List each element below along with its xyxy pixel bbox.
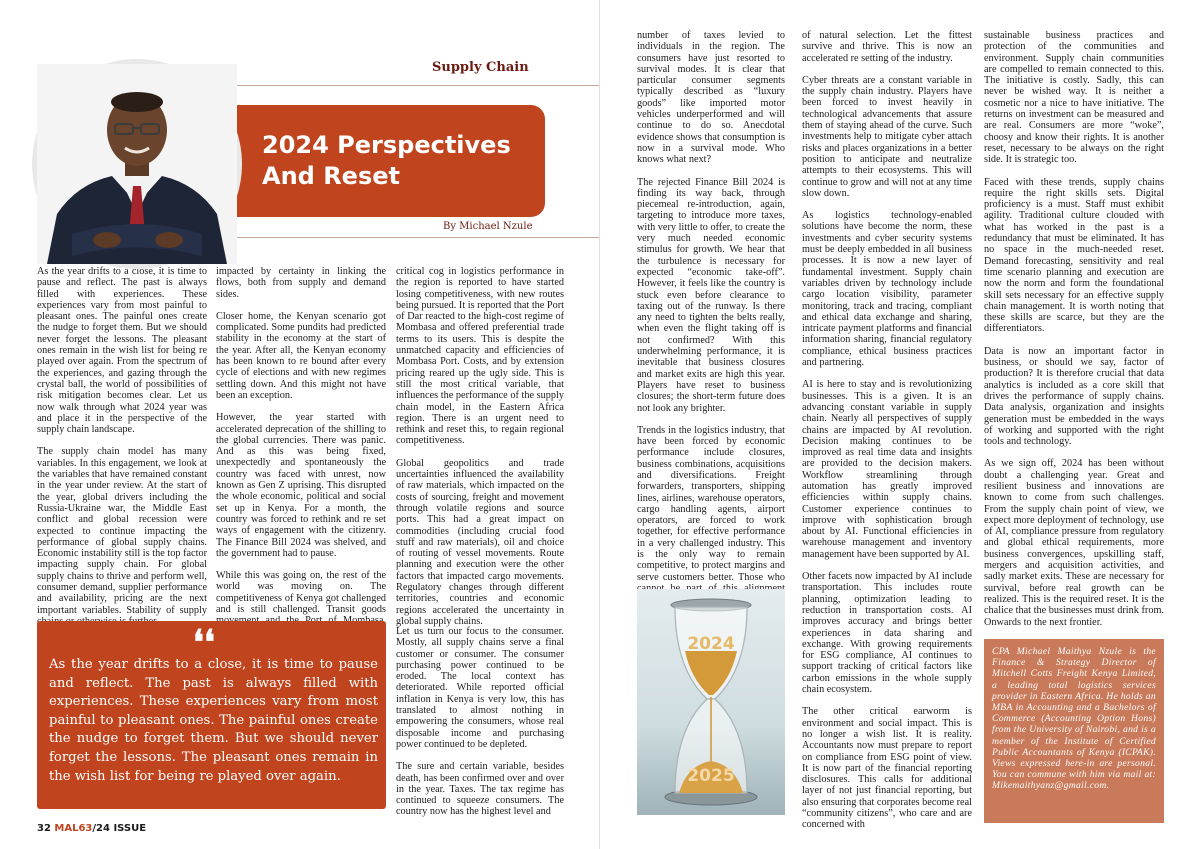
column-3-bottom	[396, 626, 564, 818]
page-number: 32	[37, 823, 51, 834]
paragraph: While this was going on, the rest of the world was moving on. The competitiveness of Kenya got challenged and is still challenged. Transit goods	[216, 570, 386, 616]
paragraph: Data is now an important factor in business, or should we say, factor of production? It is therefore crucial that data analytics is included as a core skill that drives the performance of supply chains. Data analysis, organization and insights generation must be embedded in the ways of working and supported with the right tools and technology.	[984, 345, 1164, 448]
paragraph: Faced with these trends, supply chains require the right skills sets. Digital proficiency is a must. Staff must exhibit agility. Traditional culture clouded with what has worked in the past is a redundancy that must be eliminated. It has no space in the much-needed reset. Demand forecasting, sensitivity and real time scenario planning and execution are now the norm and form the foundational skill sets necessary for an effective supply chain management. It is worth noting that these skills are scarce, but they are the differentiators.	[984, 176, 1164, 335]
paragraph: Cyber threats are a constant variable in the supply chain industry. Players have been forced to invest heavily in technological advancements that assure them of staying ahead of the curve. Such investments help to mitigate cyber attach risks and places organizations in a better position to anticipate and neutralize attempts to their ecosystems. This will continue to grow and will not at any time slow down.	[802, 74, 972, 199]
paragraph: of natural selection. Let the fittest survive and thrive. This is now an accelerated re setting of the industry.	[802, 30, 972, 64]
hourglass-image	[637, 589, 785, 815]
author-photo	[37, 64, 237, 264]
title-line-2: And Reset	[262, 162, 400, 190]
issue-label: /24 ISSUE	[92, 823, 147, 834]
paragraph: Trends in the logistics industry, that have been forced by economic performance include closures, business combinations, acquisitions and diversifications. Freight forwarders, transporters, shipping lines, airlines, warehouse operators, cargo handling agents, airport operators, are forced to work together, for effective performance in a very challenged industry. This is the only way to remain competitive, to protect margins and serve customers better. Those who	[637, 424, 785, 583]
column-2	[216, 266, 386, 616]
author-portrait	[37, 64, 237, 264]
quote-mark-icon: ❛❛	[193, 623, 215, 663]
column-4	[637, 30, 785, 590]
hourglass-year-top: 2024	[687, 634, 735, 654]
paragraph: number of taxes levied to individuals in the region. The consumers have just resorted to survival modes. It is clear that particular consumer segments typically described as “luxury goods” like imported motor vehicles underperformed and will continue to do so. Anecdotal evidence shows that consumption is now in a survival mode. Who knows what next?	[637, 30, 785, 166]
paragraph: impacted by certainty in linking the flows, both from supply and demand sides.	[216, 266, 386, 300]
paragraph: However, the year started with accelerated deprecation of the shilling to the global currencies. There was panic. And as this was being fixed, unexpectedly and spontaneously the country was faced with unrest, now known as Gen Z uprising. This disrupted the whole economic, political and social set up in Kenya. For a month, the country was forced to rethink and re set ways of engagement with the citizenry. The Finance Bill 2024 was shelved, and the government had to pause.	[216, 412, 386, 559]
column-3-top	[396, 266, 564, 627]
paragraph: The other critical earworm is environment and social impact. This is no longer a wish list. It is reality. Accountants now must prepare to report on compliance from ESG point of view. It is now part of the financial reporting disclosures. This calls for additional layer of not just financial reporting, but also ensuring that corporates become real “community citizens”, who care and are concerned with	[802, 706, 972, 831]
right-page	[600, 0, 1200, 849]
paragraph: The sure and certain variable, besides death, has been confirmed over and over in the year. Taxes. The tax regime has continued to squeeze consumers. The country now has the highest level and	[396, 761, 564, 818]
byline: By Michael Nzule	[443, 221, 533, 232]
author-bio: CPA Michael Maithya Nzule is the Finance & Strategy Director of Mitchell Cotts Freight Kenya Limited, a leading total logistics services provider in Eastern Africa. He holds an MBA in Accounting and a Bachelors of Commerce (Accounting Option Hons) from the University of Nairobi, and is a member of the Institute of Certified Public Accountants of Kenya (ICPAK). Views expressed here-in are personal. You can commune with him via mail at: Mikemaithyanz@gmail.com.	[992, 646, 1156, 792]
paragraph: AI is here to stay and is revolutionizing businesses. This is a given. It is an advancing constant variable in supply chain. Nearly all perspectives of supply chains are impacted by AI revolution. Decision making continues to be improved as real time data and insights are provided to the decision makers. Workflow streamlining through automation has greatly improved efficiencies within supply chains. Customer experience continues to improve with sophistication brough about by AI. Functional efficiencies in warehouse management and inventory management have been supported by AI.	[802, 379, 972, 560]
paragraph: critical cog in logistics performance in the region is reported to have started losing competitiveness, with new routes being pursued. It is reported that the Port of Dar reacted to the high-cost regime of Mombasa and offered preferential trade terms to its users. This is despite the unmatched capacity and efficiencies of Mombasa Port. Costs, and by extension pricing reared up the ugly side. This is still the most critical variable, that influences the performance of the supply chain model, in the Eastern Africa region. There is an urgent need to rethink and reset this, to regain regional competitiveness.	[396, 266, 564, 447]
paragraph: Other facets now impacted by AI include transportation. This includes route planning, optimization leading to reduction in transportation costs. AI improves accuracy and brings better experiences in data sharing and exchange. With growing requirements for ESG compliance, AI continues to support tracking of critical factors like carbon emissions in the whole supply chain ecosystem.	[802, 571, 972, 696]
magazine-name: MAL63	[54, 823, 93, 834]
paragraph: As we sign off, 2024 has been without doubt a challenging year. Great and resilient business and innovations are known to come from such challenges. From the supply chain point of view, we expect more deployment of technology, use of AI, compliance pressure from regulatory and global ethical requirements, more business convergences, upskilling staff, mergers and acquisition activities, and sadly market exits. These are necessary for survival, before real growth can be realized. This is the required reset. It is the chalice that the businesses must drink from. Onwards to the next frontier.	[984, 458, 1164, 628]
column-5	[802, 30, 972, 830]
paragraph: The rejected Finance Bill 2024 is finding its way back, through piecemeal re-introduction, again, targeting to introduce more taxes, with very little to offer, to create the very much needed economic stimulus for growth. We hear that the turbulence is necessary for expected “economic take-off”. However, it feels like the country is stuck even before clearance to taxing out of the runway. Is there any need to tighten the belts really, when even the flight taking off is not confirmed? With this underwhelming performance, it is inevitable that business closures and market exits are high this year. Players have reset to business closures; the short-term future does not look any brighter.	[637, 176, 785, 414]
column-1	[37, 266, 207, 616]
paragraph: Global geopolitics and trade uncertainties influenced the availability of raw materials, which impacted on the costs of sourcing, freight and movement through volatile regions and source ports. This had a great impact on commodities (including crucial food stuff and raw materials), oil and choice of routing of vessel movements. Route planning and execution were the other factors that impacted cargo movements. Regulatory changes through different territories, countries and economic regions accelerated the uncertainty in global supply chains.	[396, 457, 564, 627]
paragraph: As the year drifts to a close, it is time to pause and reflect. The past is always filled with experiences. These experiences vary from most painful to pleasant ones. The painful ones create the nudge to forget them. But we should never forget the lessons. The pleasant ones remain in the wish list for being re played over again. From the spectrum of the experiences, and gazing through the crystal ball, the world of possibilities of risk mitigation becomes clear. Let us now walk through what 2024 year was and place it in the perspective of the supply chain landscape.	[37, 266, 207, 436]
page-footer	[37, 823, 146, 834]
section-label: Supply Chain	[432, 60, 529, 75]
paragraph: Let us turn our focus to the consumer. Mostly, all supply chains serve a final customer or consumer. The consumer purchasing power continued to be eroded. The local context has deteriorated. While reported official inflation in Kenya is very low, this has translated to almost nothing in empowering the consumers, whose real disposable income and purchasing power continued to be depleted.	[396, 626, 564, 750]
paragraph: Closer home, the Kenyan scenario got complicated. Some pundits had predicted stability in the economy at the start of the year. After all, the Kenyan economy has been known to re bound after every cycle of elections and with new regimes settling down. And this might not have been an exception.	[216, 310, 386, 401]
title-line-1: 2024 Perspectives	[262, 131, 511, 159]
article-title	[262, 130, 532, 192]
column-6	[984, 30, 1164, 630]
hourglass-year-bottom: 2025	[687, 766, 735, 786]
header-rule	[236, 85, 600, 86]
paragraph: The supply chain model has many variables. In this engagement, we look at the variables that have remained constant in the year under review. At the start of the year, global drivers including the Russia-Ukraine war, the Middle East conflict and global recession were expected to continue impacting the performance of global supply chains. Economic instability still is the top factor impacting supply chain. For global supply chains to thrive and perform well, consumer demand, supplier performance and availability, pricing are the next important variables. Stability of supply	[37, 446, 207, 616]
pullquote-text: As the year drifts to a close, it is time to pause and reflect. The past is always filled with experiences. These experiences vary from most painful to pleasant ones. The painful ones create the nudge to forget them. But we should never forget the lessons. The pleasant ones remain in the wish list for being re played over again.	[49, 657, 378, 784]
paragraph: sustainable business practices and protection of the communities and environment. Supply chain communities are compelled to remain connected to this. The initiative is costly. Sadly, this can never be wished way. It is neither a cosmetic nor a nice to have initiative. The returns on investment can be measured and are real. Consumers are more “woke”, choosy and know their rights. It is another reset, necessary to be always on the right side. It is strategic too.	[984, 30, 1164, 166]
byline-rule	[236, 237, 600, 238]
paragraph: As logistics technology-enabled solutions have become the norm, these investments and cyber security systems must be deeply embedded in all business processes. It is now a new layer of fundamental investment. Supply chain variables driven by technology include cargo location visibility, parameter monitoring, track and tracing, compliant and ethical data exchange and sharing, intricate payment platforms and financial information sharing, financial regulatory compliance, ethical business practices and partnering.	[802, 210, 972, 369]
hourglass-icon	[637, 589, 785, 815]
